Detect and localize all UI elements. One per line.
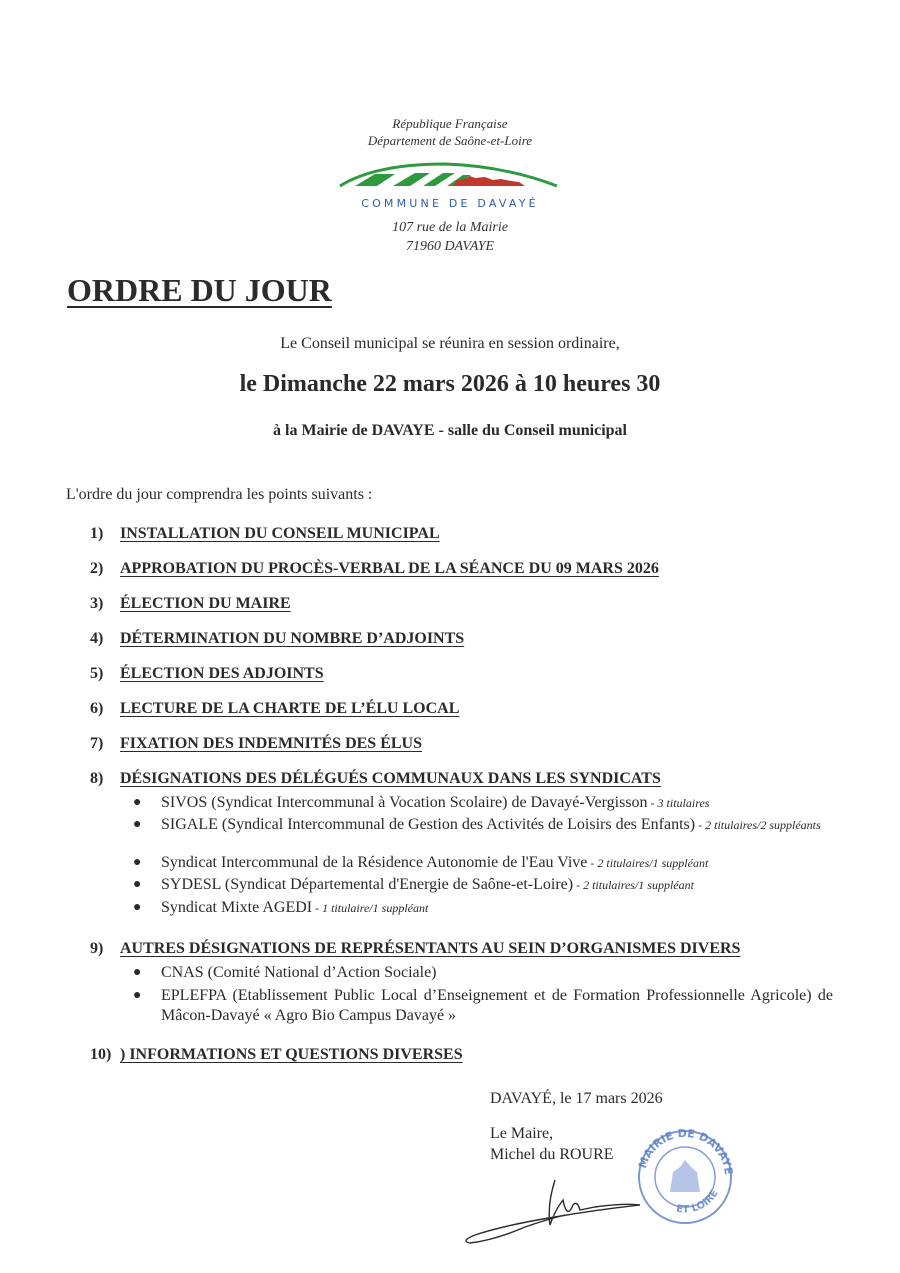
meeting-date: le Dimanche 22 mars 2026 à 10 heures 30 (239, 371, 661, 397)
document-title: ORDRE DU JOUR (67, 272, 332, 308)
syndicat-name: Syndicat Intercommunal de la Résidence Autonomie de l'Eau Vive (161, 854, 588, 871)
bullet-icon: ● (133, 877, 142, 892)
agenda-item-number: 3) (90, 595, 104, 612)
agenda-item-title: AUTRES DÉSIGNATIONS DE REPRÉSENTANTS AU SEIN D’ORGANISMES DIVERS (120, 940, 741, 957)
agenda-item-6 (90, 700, 459, 718)
agenda-item-title: DÉSIGNATIONS DES DÉLÉGUÉS COMMUNAUX DANS LES SYNDICATS (120, 770, 661, 787)
agenda-item-1 (90, 525, 440, 543)
agenda-item-title: LECTURE DE LA CHARTE DE L’ÉLU LOCAL (120, 700, 460, 717)
intro-text: Le Conseil municipal se réunira en session ordinaire, (280, 335, 620, 352)
agenda-item-title: FIXATION DES INDEMNITÉS DES ÉLUS (120, 735, 422, 752)
agenda-item-9 (90, 940, 740, 958)
syndicat-seats: - 2 titulaires/1 suppléant (573, 878, 694, 892)
list-item (133, 853, 833, 873)
list-item (133, 793, 833, 813)
municipal-stamp (625, 1122, 745, 1227)
syndicat-name: SIVOS (Syndicat Intercommunal à Vocation Scolaire) de Davayé-Vergisson (161, 794, 648, 811)
agenda-item-title: ÉLECTION DU MAIRE (120, 595, 291, 612)
syndicat-name: Syndicat Mixte AGEDI (161, 899, 313, 916)
list-item (133, 963, 833, 983)
agenda-item-number: 8) (90, 770, 104, 787)
agenda-item-number: 9) (90, 940, 104, 957)
syndicat-seats: - 1 titulaire/1 suppléant (312, 901, 429, 915)
bullet-icon: ● (133, 965, 142, 980)
meeting-place: à la Mairie de DAVAYE - salle du Conseil municipal (273, 422, 627, 439)
commune-logo (335, 158, 565, 194)
agenda-item-3 (90, 595, 291, 613)
agenda-item-10 (90, 1046, 463, 1064)
agenda-item-title: DÉTERMINATION DU NOMBRE D’ADJOINTS (120, 630, 465, 647)
agenda-item-8 (90, 770, 661, 788)
logo-field-2 (393, 173, 430, 186)
agenda-item-4 (90, 630, 464, 648)
syndicat-name: SIGALE (Syndical Intercommunal de Gestion des Activités de Loisirs des Enfants) (161, 816, 696, 833)
agenda-item-number: 5) (90, 665, 104, 682)
agenda-item-title: APPROBATION DU PROCÈS-VERBAL DE LA SÉANCE DU 09 MARS 2026 (120, 560, 659, 577)
agenda-lead: L'ordre du jour comprendra les points suivants : (66, 486, 373, 503)
agenda-item-number: 6) (90, 700, 104, 717)
stamp-emblem (670, 1160, 700, 1192)
signature-stroke (466, 1180, 640, 1243)
agenda-item-7 (90, 735, 422, 753)
stamp-text-top: MAIRIE DE DAVAYE (635, 1126, 736, 1176)
syndicat-name: SYDESL (Syndicat Départemental d'Energie de Saône-et-Loire) (161, 876, 574, 893)
agenda-item-number: 10) (90, 1046, 112, 1063)
organisme-name: EPLEFPA (Etablissement Public Local d’Enseignement et de Formation Professionnelle Agricole) de Mâcon-Davayé « Agro Bio Campus Davayé » (161, 987, 833, 1024)
syndicat-seats: - 2 titulaires/1 suppléant (587, 856, 709, 870)
signature-name: Michel du ROURE (490, 1146, 614, 1163)
agenda-item-title: ÉLECTION DES ADJOINTS (120, 665, 324, 682)
commune-name: COMMUNE DE DAVAYÉ (361, 197, 539, 210)
stamp-text-bottom: ET LOIRE (675, 1188, 721, 1216)
agenda-item-title: INSTALLATION DU CONSEIL MUNICIPAL (120, 525, 440, 542)
organisme-name: CNAS (Comité National d’Action Sociale) (161, 964, 437, 981)
agenda-item-title: ) INFORMATIONS ET QUESTIONS DIVERSES (120, 1046, 463, 1063)
signature-date: DAVAYÉ, le 17 mars 2026 (490, 1090, 663, 1107)
agenda-item-5 (90, 665, 324, 683)
department-label: Département de Saône-et-Loire (367, 133, 533, 148)
list-item (133, 986, 833, 1026)
list-item (133, 898, 833, 918)
bullet-icon: ● (133, 900, 142, 915)
bullet-icon: ● (133, 988, 142, 1003)
signature-role: Le Maire, (490, 1125, 554, 1142)
handwritten-signature (455, 1165, 645, 1255)
bullet-icon: ● (133, 855, 142, 870)
list-item (133, 875, 833, 895)
address-city: 71960 DAVAYE (405, 239, 495, 254)
agenda-item-number: 1) (90, 525, 104, 542)
syndicat-seats: - 3 titulaires (647, 796, 710, 810)
agenda-item-2 (90, 560, 659, 578)
bullet-icon: ● (133, 817, 142, 832)
republic-label: République Française (392, 116, 508, 131)
agenda-item-number: 2) (90, 560, 104, 577)
syndicat-seats: - 2 titulaires/2 suppléants (695, 818, 821, 832)
agenda-item-number: 4) (90, 630, 104, 647)
address-street: 107 rue de la Mairie (392, 220, 508, 235)
list-item (133, 815, 833, 855)
agenda-item-number: 7) (90, 735, 104, 752)
bullet-icon: ● (133, 795, 142, 810)
